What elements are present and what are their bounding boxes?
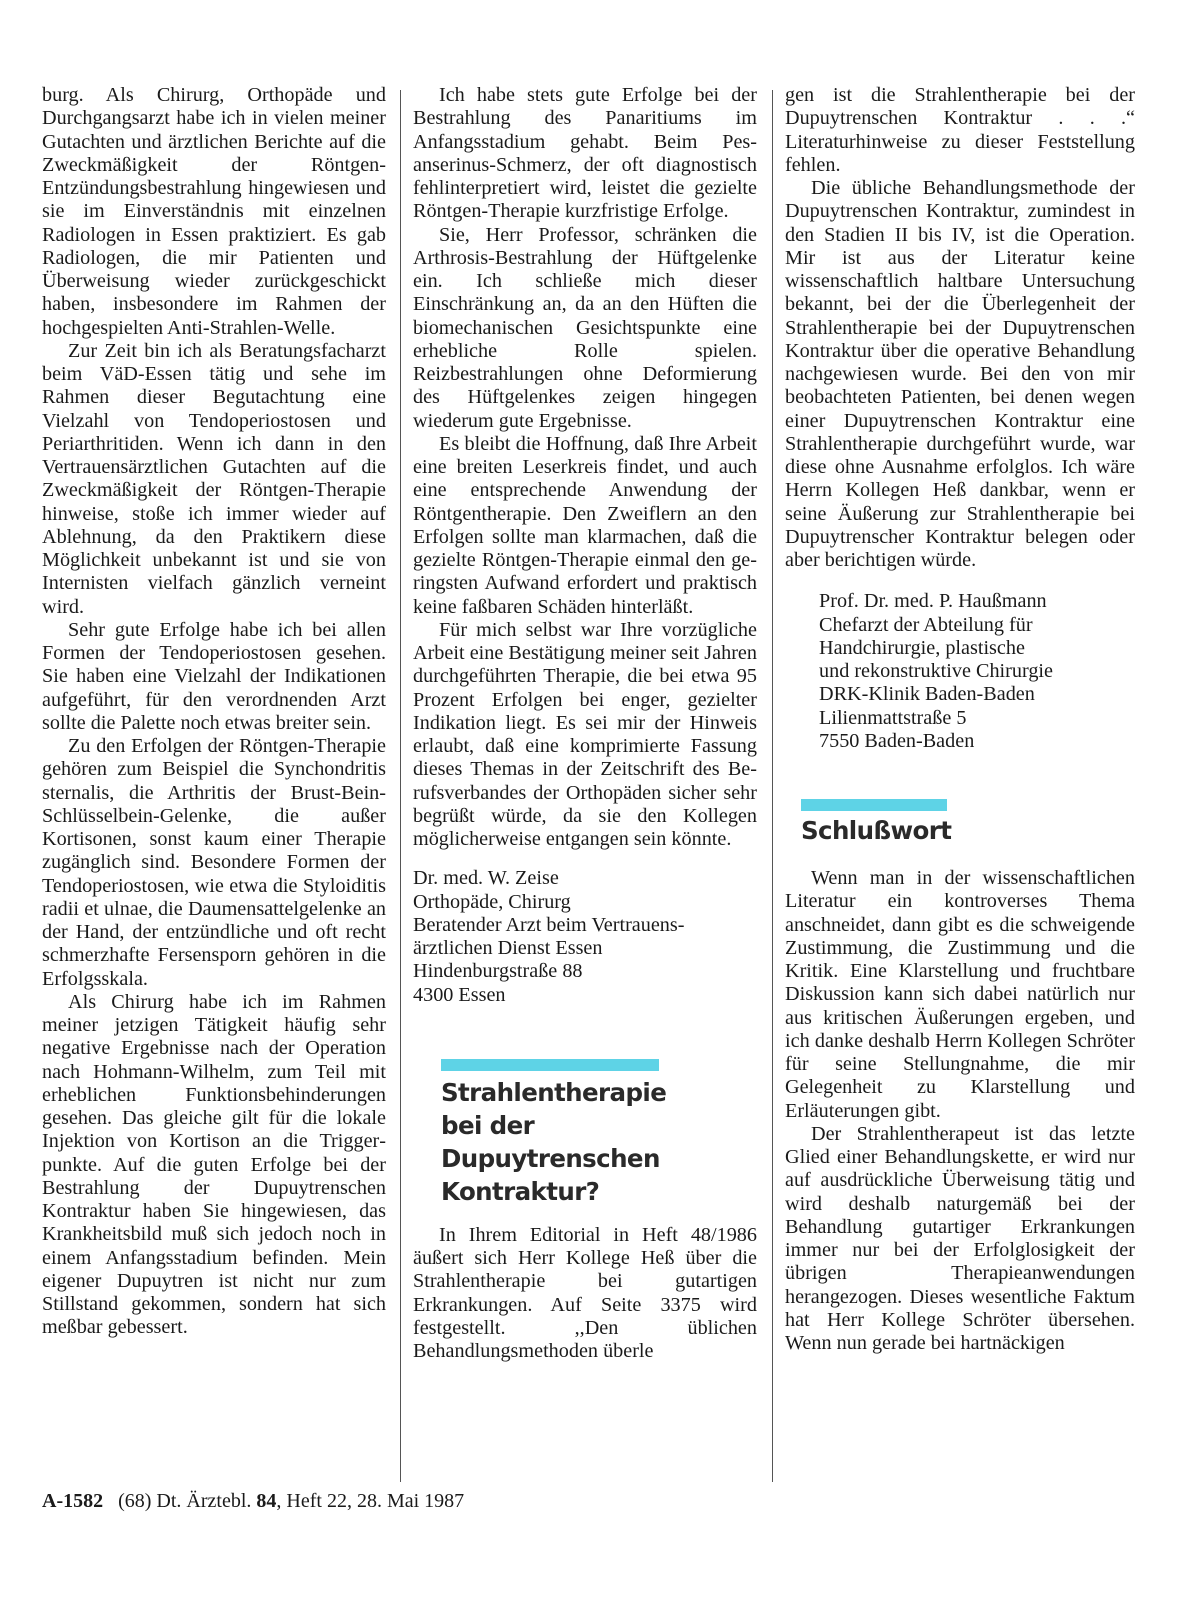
signature-zeise	[413, 867, 757, 1007]
column-divider-right	[772, 90, 773, 1482]
article-body-schlusswort	[785, 867, 1135, 1355]
paragraph: Der Strahlentherapeut ist das letzte Glied einer Behandlungskette, er wird nur auf ausdrückliche Überweisung tätig und wird deshalb naturgemäß bei der Behandlung gutartiger Erkrankungen immer nur bei der Erfolglosigkeit der übrigen Therapieanwendungen herangezogen. Dieses wesentliche Faktum hat Herr Kollege Schröter übersehen. Wenn nun gerade bei hartnäckigen	[785, 1122, 1135, 1354]
heading-line: Kontraktur?	[441, 1176, 600, 1206]
section-accent-bar	[801, 799, 947, 811]
column-3-body	[785, 84, 1135, 572]
page-number: A-1582	[42, 1490, 104, 1512]
column-2-body	[413, 84, 757, 851]
address-line: Dr. med. W. Zeise	[413, 867, 559, 890]
paragraph: Für mich selbst war Ihre vorzügliche Arbeit eine Bestätigung meiner seit Jahren durchgeführten Therapie, die bei etwa 95 Prozent Erfolgen bei enger, gezielter Indikation liegt. Es sei mir der Hinweis erlaubt, daß eine komprimierte Fassung dieses Themas in der Zeitschrift des Berufsverbandes der Orthopäden sicher sehr begrüßt würde, da sie den Kollegen möglicherweise entgangen sein könnte.	[413, 618, 757, 850]
paragraph: Ich habe stets gute Erfolge bei der Bestrahlung des Panaritiums im Anfangsstadium gehabt. Beim Pesanserinus-Schmerz, der oft diagnostisch fehlinterpretiert wird, leistet die gezielte Röntgen-Therapie kurzfristige Erfolge.	[413, 84, 757, 223]
paragraph: burg. Als Chirurg, Orthopäde und Durchgangsarzt habe ich in vielen meiner Gutachten und ärztlichen Berichte auf die Zweckmäßigkeit der Röntgen-Entzündungsbestrahlung hingewiesen und sie im Einverständnis mit einzelnen Radiologen in Essen praktiziert. Es gab Radiologen, die mir Patienten und Überweisung wieder zurückgeschickt haben, insbesondere im Rahmen der hochgespielten Anti-Strahlen-Welle.	[42, 84, 386, 339]
paragraph: Es bleibt die Hoffnung, daß Ihre Arbeit eine breiten Leserkreis findet, und auch eine entsprechende Anwendung der Röntgentherapie. Den Zweiflern an den Erfolgen sollte man klarmachen, daß die gezielte Röntgen-Therapie einmal den geringsten Aufwand erfordert und praktisch keine faßbaren Schäden hinterläßt.	[413, 432, 757, 618]
paragraph: gen ist die Strahlentherapie bei der Dupuytrenschen Kontraktur . . .“ Literaturhinweise zu dieser Feststellung fehlen.	[785, 84, 1135, 176]
heading-line: Schlußwort	[801, 816, 952, 845]
column-divider-left	[400, 90, 401, 1482]
heading-line: bei der	[441, 1110, 535, 1140]
address-line: 7550 Baden-Baden	[819, 729, 975, 752]
column-3	[785, 84, 1135, 1355]
heading-line: Dupuytrenschen	[441, 1143, 660, 1173]
address-line: Beratender Arzt beim Vertrauens-	[413, 913, 685, 936]
article-heading-dupuytren	[441, 1076, 757, 1208]
column-2	[413, 84, 757, 1363]
page-footer	[42, 1490, 464, 1513]
article-heading-schlusswort	[801, 814, 1135, 847]
address-line: ärztlichen Dienst Essen	[413, 937, 603, 959]
article-body-dupuytren	[413, 1224, 757, 1364]
heading-line: Strahlentherapie	[441, 1077, 667, 1107]
address-line: Orthopäde, Chirurg	[413, 890, 571, 913]
paragraph: Die übliche Behandlungsmethode der Dupuytrenschen Kontraktur, zumindest in den Stadien II bis IV, ist die Operation. Mir ist aus der Literatur keine wissenschaftlich haltbare Untersuchung bekannt, bei der die Überlegenheit der Strahlentherapie bei der Dupuytrenschen Kontraktur über die operative Behandlung nachgewiesen wurde. Bei den von mir beobachteten Patienten, bei denen wegen einer Dupuytrenschen Kontraktur eine Strahlentherapie durchgeführt wurde, war diese ohne Ausnahme erfolglos. Ich wäre Herrn Kollegen Heß dankbar, wenn er seine Äußerung zur Strahlentherapie bei Dupuytrenscher Kontraktur belegen oder aber berichtigen würde.	[785, 177, 1135, 571]
address-line: Handchirurgie, plastische	[819, 636, 1025, 659]
section-accent-bar	[441, 1059, 659, 1071]
signature-haussmann	[819, 590, 1135, 753]
paragraph: Sehr gute Erfolge habe ich bei allen Formen der Tendoperiostosen gesehen. Sie haben eine Vielzahl der Indikationen aufgeführt, für den verordnenden Arzt sollte die Palette noch etwas breiter sein.	[42, 618, 386, 734]
address-line: DRK-Klinik Baden-Baden	[819, 683, 1035, 706]
paragraph: Zu den Erfolgen der Röntgen-Therapie gehören zum Beispiel die Synchondritis sternalis, die Arthritis der Brust-Bein-Schlüsselbein-Gelenke, die außer Kortisonen, sonst kaum einer Therapie zugänglich sind. Besondere Formen der Tendoperiostosen, wie etwa die Styloiditis radii et ulnae, die Daumensattelgelenke an der Hand, der entzündliche und oft recht schmerzhafte Fersensporn gehören in die Erfolgsskala.	[42, 735, 386, 990]
paragraph: Als Chirurg habe ich im Rahmen meiner jetzigen Tätigkeit häufig sehr negative Ergebnisse nach der Operation nach Hohmann-Wilhelm, zum Teil mit erheblichen Funktionsbehinderungen gesehen. Das gleiche gilt für die lokale Injektion von Kortison an die Triggerpunkte. Auf die guten Erfolge bei der Bestrahlung der Dupuytrenschen Kontraktur haben Sie hingewiesen, das Krankheitsbild muß sich jedoch noch in einem Anfangsstadium befinden. Mein eigener Dupuytren ist nicht nur zum Stillstand gekommen, sondern hat sich meßbar gebessert.	[42, 990, 386, 1339]
address-line: Chefarzt der Abteilung für	[819, 613, 1033, 636]
paragraph: Zur Zeit bin ich als Beratungsfacharzt beim VäD-Essen tätig und sehe im Rahmen dieser Begutachtung eine Vielzahl von Tendoperiostosen und Periarthritiden. Wenn ich dann in den Vertrauensärztlichen Gutachten auf die Zweckmäßigkeit der Röntgen-Therapie hinweise, stoße ich immer wieder auf Ablehnung, da den Praktikern diese Möglichkeit unbekannt ist und sie von Internisten vielfach gänzlich verneint wird.	[42, 339, 386, 618]
address-line: Lilienmattstraße 5	[819, 706, 967, 729]
paragraph: Wenn man in der wissenschaftlichen Literatur ein kontroverses Thema anschneidet, dann gibt es die schweigende Zustimmung, die Zustimmung und die Kritik. Eine Klarstellung und fruchtbare Diskussion kann sich dabei natürlich nur aus kritischen Äußerungen ergeben, und ich danke deshalb Herrn Kollegen Schröter für seine Stellungnahme, die mir Gelegenheit zu Klarstellung und Erläuterungen gibt.	[785, 867, 1135, 1122]
journal-issue-date: , Heft 22, 28. Mai 1987	[276, 1490, 465, 1512]
paragraph: Sie, Herr Professor, schränken die Arthrosis-Bestrahlung der Hüftgelenke ein. Ich schließe mich dieser Einschränkung an, da an den Hüften die biomechanischen Gesichtspunkte eine erhebliche Rolle spielen. Reizbestrahlungen ohne Deformierung des Hüftgelenkes zeigen hingegen wiederum gute Ergebnisse.	[413, 223, 757, 432]
journal-volume: 84	[256, 1490, 277, 1512]
address-line: und rekonstruktive Chirurgie	[819, 660, 1053, 682]
address-line: Prof. Dr. med. P. Haußmann	[819, 590, 1047, 613]
journal-citation: (68) Dt. Ärztebl.	[118, 1490, 252, 1512]
paragraph: In Ihrem Editorial in Heft 48/1986 äußert sich Herr Kollege Heß über die Strahlentherapie bei gutartigen Erkrankungen. Auf Seite 3375 wird festgestellt. ,,Den üblichen Behandlungsmethoden überle	[413, 1223, 757, 1362]
column-1	[42, 84, 386, 1340]
address-line: 4300 Essen	[413, 983, 506, 1006]
column-1-body	[42, 84, 386, 1340]
address-line: Hindenburgstraße 88	[413, 960, 583, 983]
